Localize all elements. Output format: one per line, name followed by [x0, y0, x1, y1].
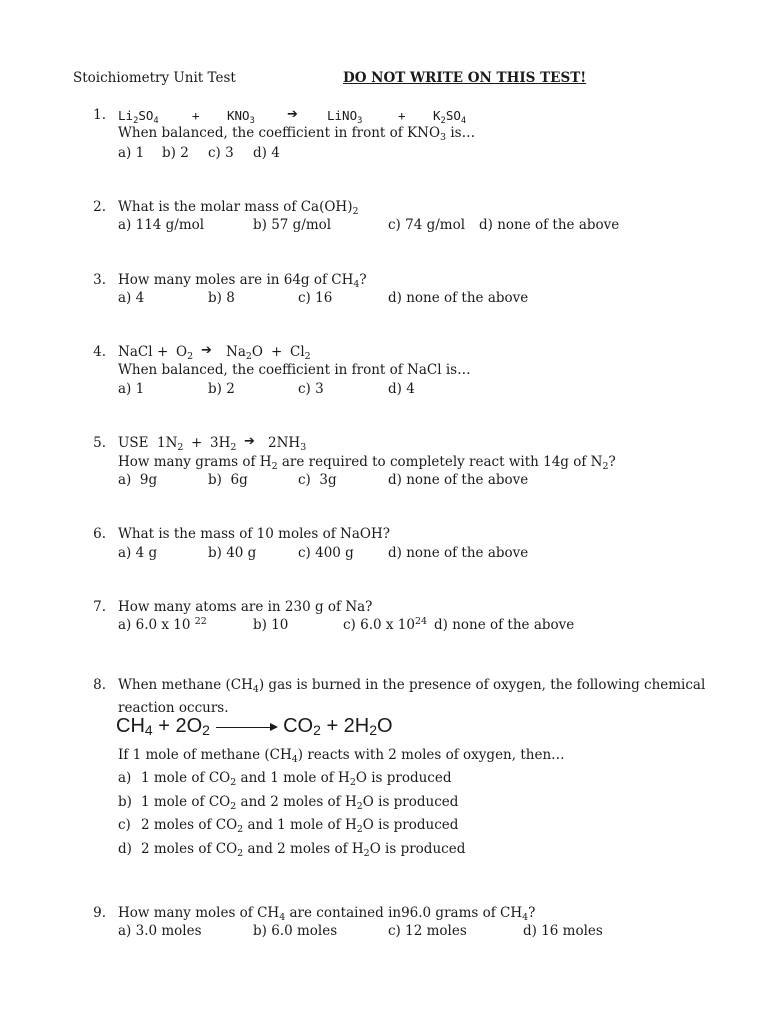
q1-eq-kno3: $KNO_3$	[227, 108, 255, 126]
q9-option-b: b) 6.0 moles	[253, 923, 338, 939]
q5-prompt: How many grams of $H_2$ are required to completely react with 14g of $N_2$?	[118, 454, 616, 472]
q8-condition: If 1 mole of methane $(CH_4)$ reacts with 2 moles of oxygen, then…	[118, 747, 565, 765]
q5-option-d: d) none of the above	[388, 472, 529, 488]
q4-option-a: a) 1	[118, 381, 145, 397]
q8-option-b: b) 1 mole of $CO_2$ and 2 moles of $H_2O$ is produced	[118, 794, 459, 812]
q5-eq-arrow: ➔	[244, 434, 255, 449]
q6-option-a: a) 4 g	[118, 545, 158, 561]
warning-heading: DO NOT WRITE ON THIS TEST!	[343, 70, 587, 86]
q7-option-c: c) 6.0 x $10^{24}$	[343, 616, 427, 633]
q5-eq-n2: $1N_2$	[157, 435, 184, 453]
q4-option-c: c) 3	[298, 381, 324, 397]
q4-eq-nacl: NaCl	[118, 344, 153, 360]
q4-option-b: b) 2	[208, 381, 235, 397]
q7-option-a: a) 6.0 x 10 $^{22}$	[118, 616, 207, 633]
q1-number: 1.	[93, 107, 106, 123]
q4-eq-cl2: $Cl_2$	[290, 344, 311, 362]
q4-number: 4.	[93, 344, 106, 360]
q2-option-d: d) none of the above	[479, 217, 620, 233]
q4-eq-plus: +	[157, 344, 169, 360]
q1-eq-plus2: +	[398, 108, 406, 123]
test-title: Stoichiometry Unit Test	[73, 70, 236, 86]
q7-option-d: d) none of the above	[434, 617, 575, 633]
q2-option-b: b) 57 g/mol	[253, 217, 332, 233]
q1-eq-plus: +	[192, 108, 200, 123]
q4-prompt: When balanced, the coefficient in front of NaCl is…	[118, 362, 471, 378]
q7-prompt: How many atoms are in 230 g of Na?	[118, 599, 373, 615]
q1-option-b: b) 2	[162, 145, 189, 161]
q5-option-b: b) 6g	[208, 472, 248, 488]
q3-option-a: a) 4	[118, 290, 145, 306]
q5-option-c: c) 3g	[298, 472, 337, 488]
q7-option-b: b) 10	[253, 617, 289, 633]
q5-eq-h2: $3H_2$	[210, 435, 237, 453]
q8-reaction-equation: $CH_4 + 2O_2$ $CO_2 + 2H_2O$	[116, 715, 393, 738]
q6-option-d: d) none of the above	[388, 545, 529, 561]
q9-option-c: c) 12 moles	[388, 923, 467, 939]
q1-prompt: When balanced, the coefficient in front of $KNO_3$ is…	[118, 125, 476, 143]
q3-option-d: d) none of the above	[388, 290, 529, 306]
q8-option-a: a) 1 mole of $CO_2$ and 1 mole of $H_2O$ is produced	[118, 770, 452, 788]
q1-option-a: a) 1	[118, 145, 145, 161]
q6-prompt: What is the mass of 10 moles of NaOH?	[118, 526, 390, 542]
q4-option-d: d) 4	[388, 381, 415, 397]
q3-option-b: b) 8	[208, 290, 235, 306]
q6-option-c: c) 400 g	[298, 545, 354, 561]
q3-prompt: How many moles are in 64g of $CH_4$?	[118, 272, 367, 290]
q1-eq-arrow: ➔	[287, 107, 298, 122]
q4-eq-o2: $O_2$	[176, 344, 194, 362]
q2-option-a: a) 114 g/mol	[118, 217, 205, 233]
q5-eq-nh3: $2NH_3$	[268, 435, 307, 453]
q5-eq-plus: +	[191, 435, 203, 451]
q4-eq-plus2: +	[271, 344, 283, 360]
q5-eq-use: USE	[118, 435, 149, 451]
q9-number: 9.	[93, 905, 106, 921]
q9-option-a: a) 3.0 moles	[118, 923, 202, 939]
reaction-arrow-icon	[216, 721, 278, 733]
q8-prompt-line1: When methane $(CH_4)$ gas is burned in the presence of oxygen, the following chemical	[118, 677, 706, 695]
q1-option-d: d) 4	[253, 145, 280, 161]
q2-prompt: What is the molar mass of $Ca(OH)_2$	[118, 199, 359, 217]
q6-number: 6.	[93, 526, 106, 542]
q1-equation: $Li_2SO_4$	[118, 108, 159, 126]
q8-prompt-line2: reaction occurs.	[118, 700, 229, 716]
q3-number: 3.	[93, 272, 106, 288]
q5-option-a: a) 9g	[118, 472, 158, 488]
q8-option-c: c) 2 moles of $CO_2$ and 1 mole of $H_2O$ is produced	[118, 817, 459, 835]
q1-eq-lino3: LiNO$_3$	[327, 108, 363, 126]
q9-option-d: d) 16 moles	[523, 923, 603, 939]
q8-number: 8.	[93, 677, 106, 693]
q1-eq-k2so4: $K_2SO_4$	[433, 108, 467, 126]
q4-eq-arrow: ➔	[201, 343, 212, 358]
q3-option-c: c) 16	[298, 290, 333, 306]
q4-eq-na2o: $Na_2O$	[226, 344, 263, 362]
q9-prompt: How many moles of $CH_4$ are contained in96.0 grams of $CH_4$?	[118, 905, 536, 923]
q7-number: 7.	[93, 599, 106, 615]
q2-option-c: c) 74 g/mol	[388, 217, 466, 233]
q5-number: 5.	[93, 435, 106, 451]
q6-option-b: b) 40 g	[208, 545, 257, 561]
q2-number: 2.	[93, 199, 106, 215]
q1-option-c: c) 3	[208, 145, 234, 161]
q8-option-d: d) 2 moles of $CO_2$ and 2 moles of $H_2O$ is produced	[118, 841, 466, 859]
